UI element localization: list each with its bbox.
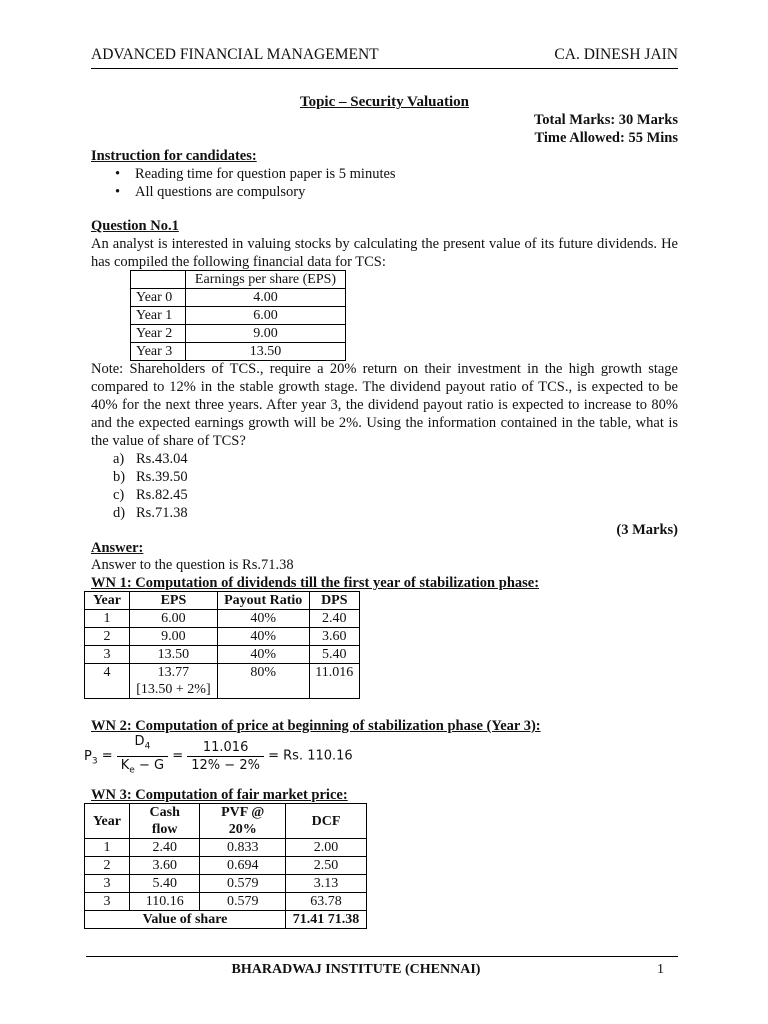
table-header: DPS — [309, 592, 359, 610]
fraction-2-denominator: 12% − 2% — [191, 757, 260, 773]
equals-sign: = — [172, 748, 184, 764]
table-row — [85, 646, 360, 664]
table-cell: 1 — [85, 610, 130, 628]
wn2-heading: WN 2: Computation of price at beginning of stabilization phase (Year 3): — [91, 718, 541, 734]
answer-title — [91, 539, 678, 557]
table-row — [131, 343, 346, 361]
table-header: DCF — [286, 804, 367, 839]
table-cell — [130, 664, 218, 699]
option-key: b) — [113, 469, 126, 485]
header-left: ADVANCED FINANCIAL MANAGEMENT — [91, 46, 379, 63]
eps-note: [13.50 + 2%] — [136, 682, 211, 697]
total-label: Value of share — [85, 911, 286, 929]
table-header: PVF @ 20% — [200, 804, 286, 839]
fraction-2 — [187, 739, 264, 774]
table-cell: 40% — [217, 628, 309, 646]
question-marks: (3 Marks) — [616, 522, 678, 538]
table-cell: 9.00 — [186, 325, 346, 343]
table-cell: 4.00 — [186, 289, 346, 307]
numerator-symbol: D — [134, 734, 145, 749]
question-note: Note: Shareholders of TCS., require a 20% return on their investment in the high growth stage compared to 12% in the stable growth stage. The dividend payout ratio of TCS., is expected to be 40% for the next three years. After year 3, the dividend payout ratio is expected to increase to 80% and the expected earnings growth will be 2%. Using the information contained in the table, what is the value of share of TCS? — [91, 361, 678, 449]
table-cell — [131, 271, 186, 289]
table-cell: Year 2 — [131, 325, 186, 343]
table-row — [85, 839, 367, 857]
page-header — [91, 46, 678, 69]
wn3-table — [84, 803, 367, 929]
table-cell: 11.016 — [309, 664, 359, 699]
table-row — [131, 289, 346, 307]
table-row — [85, 857, 367, 875]
option-a — [113, 450, 188, 468]
table-cell: 1 — [85, 839, 130, 857]
table-cell: 4 — [85, 664, 130, 699]
answer-text: Answer to the question is Rs.71.38 — [91, 557, 294, 573]
table-cell: 5.40 — [309, 646, 359, 664]
fraction-1 — [117, 733, 168, 779]
formula-result: = Rs. 110.16 — [268, 748, 353, 764]
question-title — [91, 217, 678, 235]
question-intro: An analyst is interested in valuing stocks by calculating the present value of its future dividends. He has compiled the following financial data for TCS: — [91, 236, 678, 270]
wn2-formula — [84, 733, 353, 779]
option-text: Rs.39.50 — [136, 469, 188, 485]
total-marks: Total Marks: 30 Marks — [533, 112, 678, 128]
table-row — [85, 664, 360, 699]
numerator-subscript: 4 — [144, 741, 151, 752]
answer-heading: Answer: — [91, 540, 144, 556]
table-row — [131, 271, 346, 289]
table-cell: 3 — [85, 893, 130, 911]
table-row — [85, 875, 367, 893]
table-cell: 0.694 — [200, 857, 286, 875]
lhs-symbol: P — [84, 748, 92, 764]
table-cell: 5.40 — [130, 875, 200, 893]
table-cell: 9.00 — [130, 628, 218, 646]
instruction-item: • Reading time for question paper is 5 minutes — [91, 165, 678, 183]
table-cell: 110.16 — [130, 893, 200, 911]
lhs-subscript: 3 — [91, 756, 98, 767]
question-heading: Question No.1 — [91, 218, 179, 234]
wn1-table — [84, 591, 360, 699]
table-cell: 6.00 — [130, 610, 218, 628]
table-row — [85, 610, 360, 628]
table-cell: 3.13 — [286, 875, 367, 893]
time-allowed: Time Allowed: 55 Mins — [534, 130, 678, 146]
table-cell: 2 — [85, 628, 130, 646]
topic-title: Topic – Security Valuation — [299, 94, 470, 110]
option-c — [113, 486, 188, 504]
table-cell: 40% — [217, 610, 309, 628]
wn3-heading: WN 3: Computation of fair market price: — [91, 787, 348, 803]
table-cell: 40% — [217, 646, 309, 664]
table-cell: 3 — [85, 646, 130, 664]
table-cell: 80% — [217, 664, 309, 699]
footer-institute: BHARADWAJ INSTITUTE (CHENNAI) — [231, 962, 481, 977]
option-key: c) — [113, 487, 125, 503]
table-cell: 6.00 — [186, 307, 346, 325]
table-cell: 0.579 — [200, 875, 286, 893]
equals-sign: = — [101, 748, 113, 764]
page-footer — [86, 956, 678, 977]
wn1-heading: WN 1: Computation of dividends till the first year of stabilization phase: — [91, 575, 540, 591]
table-cell: 2.50 — [286, 857, 367, 875]
table-cell: 2 — [85, 857, 130, 875]
table-row — [85, 592, 360, 610]
table-cell: Year 0 — [131, 289, 186, 307]
wn1-title — [91, 574, 678, 592]
instructions-list — [91, 165, 678, 201]
table-cell: 2.40 — [309, 610, 359, 628]
denominator-rest: − G — [134, 757, 165, 773]
table-header: Earnings per share (EPS) — [186, 271, 346, 289]
table-header: Year — [85, 592, 130, 610]
instruction-item: • All questions are compulsory — [91, 183, 678, 201]
instructions-title: Instruction for candidates: — [91, 148, 257, 164]
table-header: Year — [85, 804, 130, 839]
table-row — [85, 804, 367, 839]
page-number: 1 — [657, 962, 664, 977]
table-row — [85, 628, 360, 646]
table-cell: 13.50 — [130, 646, 218, 664]
table-header: Cash flow — [130, 804, 200, 839]
table-row — [85, 893, 367, 911]
table-cell: 3 — [85, 875, 130, 893]
total-value: 71.41 71.38 — [286, 911, 367, 929]
eps-value: 13.77 — [157, 665, 190, 680]
eps-table — [130, 270, 346, 361]
option-d — [113, 504, 188, 522]
table-cell: 0.579 — [200, 893, 286, 911]
table-row — [131, 307, 346, 325]
option-b — [113, 468, 188, 486]
options — [113, 450, 188, 522]
denominator-symbol: K — [120, 757, 130, 773]
table-cell: 3.60 — [130, 857, 200, 875]
header-right: CA. DINESH JAIN — [554, 46, 678, 63]
table-header: EPS — [130, 592, 218, 610]
instructions — [91, 147, 678, 201]
table-cell: 13.50 — [186, 343, 346, 361]
table-header: Payout Ratio — [217, 592, 309, 610]
fraction-2-numerator: 11.016 — [187, 739, 264, 757]
table-cell: 0.833 — [200, 839, 286, 857]
table-cell: 63.78 — [286, 893, 367, 911]
table-cell: Year 1 — [131, 307, 186, 325]
wn3-title — [91, 786, 678, 804]
table-cell: 2.00 — [286, 839, 367, 857]
fraction-1-numerator — [117, 733, 168, 757]
table-row — [85, 911, 367, 929]
formula-lhs — [84, 748, 98, 767]
denominator-subscript: e — [129, 765, 135, 776]
option-text: Rs.82.45 — [136, 487, 188, 503]
table-row — [131, 325, 346, 343]
table-cell: 3.60 — [309, 628, 359, 646]
table-cell: Year 3 — [131, 343, 186, 361]
option-key: a) — [113, 451, 125, 467]
option-text: Rs.43.04 — [136, 451, 188, 467]
option-text: Rs.71.38 — [136, 505, 188, 521]
table-cell: 2.40 — [130, 839, 200, 857]
option-key: d) — [113, 505, 126, 521]
fraction-1-denominator — [117, 757, 168, 780]
